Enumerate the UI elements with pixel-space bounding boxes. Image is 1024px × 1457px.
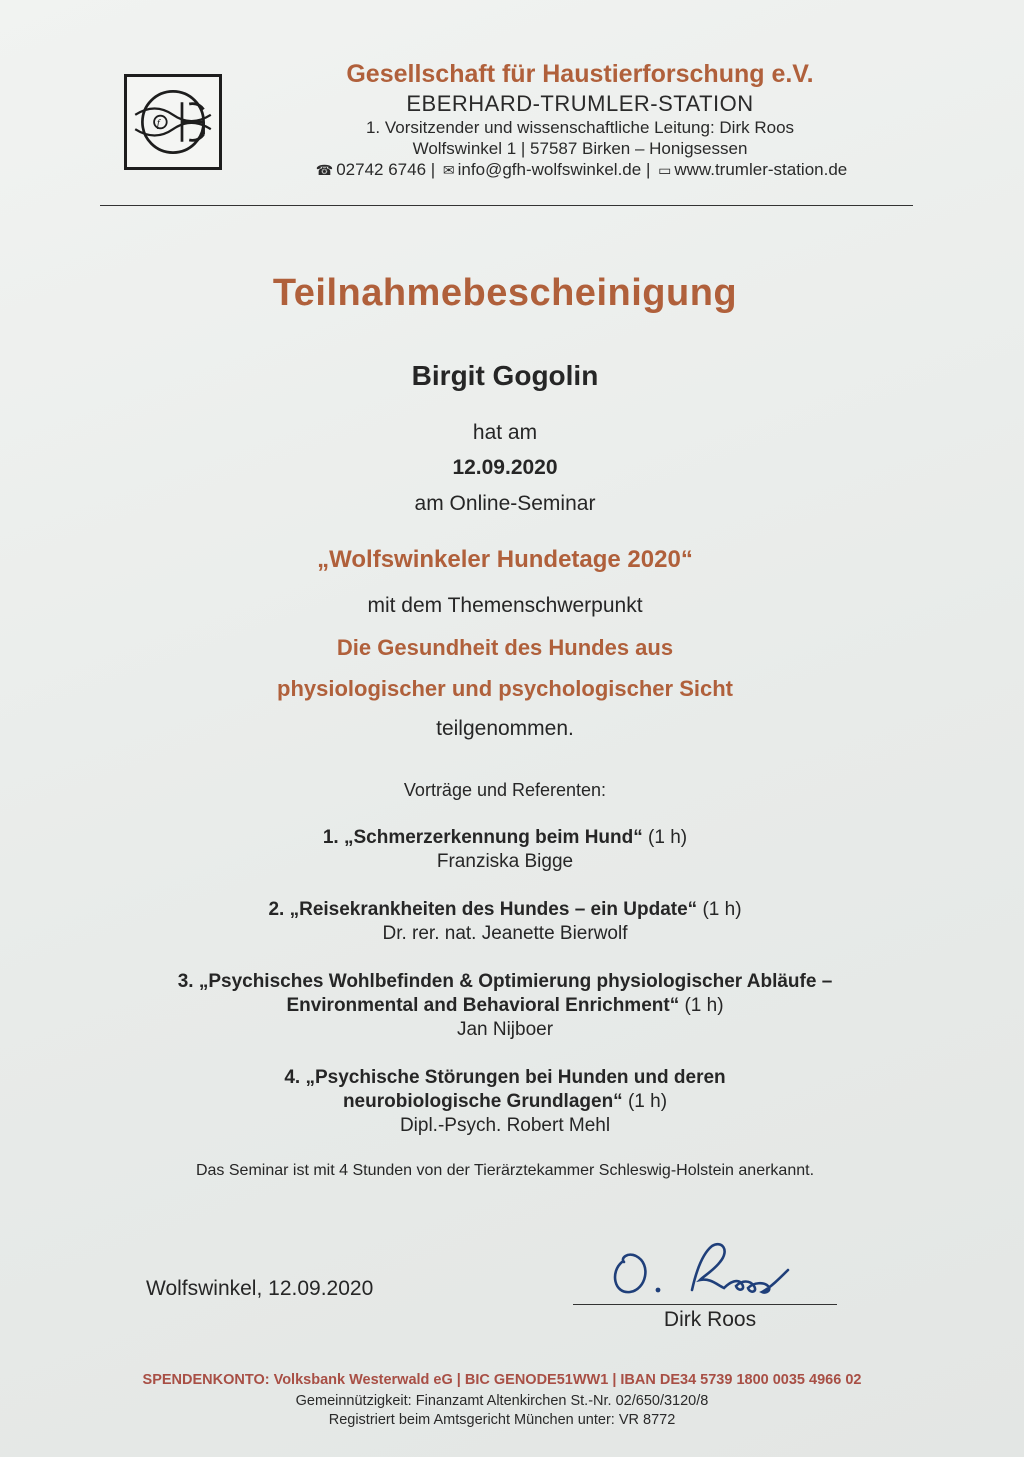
lecture-duration: (1 h) xyxy=(684,995,724,1016)
lecture-4-title-line-1 xyxy=(0,1067,1010,1089)
lecture-title-line: 2. „Reisekrankheiten des Hundes – ein Update“ xyxy=(268,899,698,920)
text-participated: teilgenommen. xyxy=(436,717,574,740)
charity-status: Gemeinnützigkeit: Finanzamt Altenkirchen St.-Nr. 02/650/3120/8 xyxy=(295,1393,709,1409)
bank-details: SPENDENKONTO: Volksbank Westerwald eG | BIC GENODE51WW1 | IBAN DE34 5739 1800 0035 4966 02 xyxy=(142,1372,862,1388)
lecture-2-speaker: Dr. rer. nat. Jeanette Bierwolf xyxy=(382,923,628,944)
place-date: Wolfswinkel, 12.09.2020 xyxy=(146,1277,374,1300)
topic-line-2: physiologischer und psychologischer Sicht xyxy=(277,676,733,701)
lecture-4-speaker: Dipl.-Psych. Robert Mehl xyxy=(399,1115,611,1136)
lecture-duration: (1 h) xyxy=(648,827,688,848)
signer-name: Dirk Roos xyxy=(663,1308,757,1331)
signature-line xyxy=(573,1304,837,1305)
registry-info: Registriert beim Amtsgericht München unter: VR 8772 xyxy=(328,1412,676,1428)
text-online-seminar: am Online-Seminar xyxy=(414,492,596,515)
svg-text:f: f xyxy=(156,117,160,130)
email-icon: ✉ xyxy=(442,162,455,178)
participant-name: Birgit Gogolin xyxy=(411,360,599,391)
leadership-line: 1. Vorsitzender und wissenschaftliche Leitung: Dirk Roos xyxy=(365,118,795,137)
seminar-title: „Wolfswinkeler Hundetage 2020“ xyxy=(317,546,693,573)
separator: | xyxy=(641,160,656,179)
website-link[interactable]: www.trumler-station.de xyxy=(674,160,848,179)
lecture-duration: (1 h) xyxy=(627,1091,668,1112)
accreditation-note: Das Seminar ist mit 4 Stunden von der Tierärztekammer Schleswig-Holstein anerkannt. xyxy=(195,1162,815,1179)
station-name: EBERHARD-TRUMLER-STATION xyxy=(406,91,754,116)
contact-line xyxy=(240,160,920,180)
lecture-title-line: 1. „Schmerzerkennung beim Hund“ xyxy=(322,827,643,848)
lecture-title-line: Environmental and Behavioral Enrichment“ xyxy=(286,995,680,1016)
lecture-duration: (1 h) xyxy=(702,899,742,920)
handwritten-signature xyxy=(600,1232,820,1312)
separator: | xyxy=(426,160,440,179)
lecture-3-speaker: Jan Nijboer xyxy=(456,1019,554,1040)
certificate-title: Teilnahmebescheinigung xyxy=(272,272,738,314)
organization-name: Gesellschaft für Haustierforschung e.V. xyxy=(346,60,814,88)
organization-logo xyxy=(124,74,222,170)
header-divider xyxy=(100,205,913,206)
lecture-3-title-line-2 xyxy=(0,995,1010,1017)
address-line: Wolfswinkel 1 | 57587 Birken – Honigsessen xyxy=(412,139,748,158)
seminar-date: 12.09.2020 xyxy=(452,456,558,479)
topic-line-1: Die Gesundheit des Hundes aus xyxy=(336,635,674,660)
lecture-1-speaker: Franziska Bigge xyxy=(436,851,574,872)
lecture-3-title-line-1 xyxy=(0,971,1010,993)
logo-emblem-icon xyxy=(127,77,219,167)
lecture-2-title xyxy=(0,899,1010,921)
lecture-title-line: 3. „Psychisches Wohlbefinden & Optimierung physiologischer Abläufe – xyxy=(177,971,833,992)
email-address[interactable]: info@gfh-wolfswinkel.de xyxy=(457,160,642,179)
phone-icon: ☎ xyxy=(315,162,334,178)
phone-number: 02742 6746 xyxy=(336,160,427,179)
lectures-heading: Vorträge und Referenten: xyxy=(403,780,607,800)
lecture-4-title-line-2 xyxy=(0,1091,1010,1113)
text-focus: mit dem Themenschwerpunkt xyxy=(367,594,643,617)
computer-icon: ▭ xyxy=(658,162,672,178)
lecture-1-title xyxy=(0,827,1010,849)
lecture-title-line: neurobiologische Grundlagen“ xyxy=(342,1091,623,1112)
text-hat-am: hat am xyxy=(472,421,538,444)
lecture-title-line: 4. „Psychische Störungen bei Hunden und deren xyxy=(284,1067,726,1088)
